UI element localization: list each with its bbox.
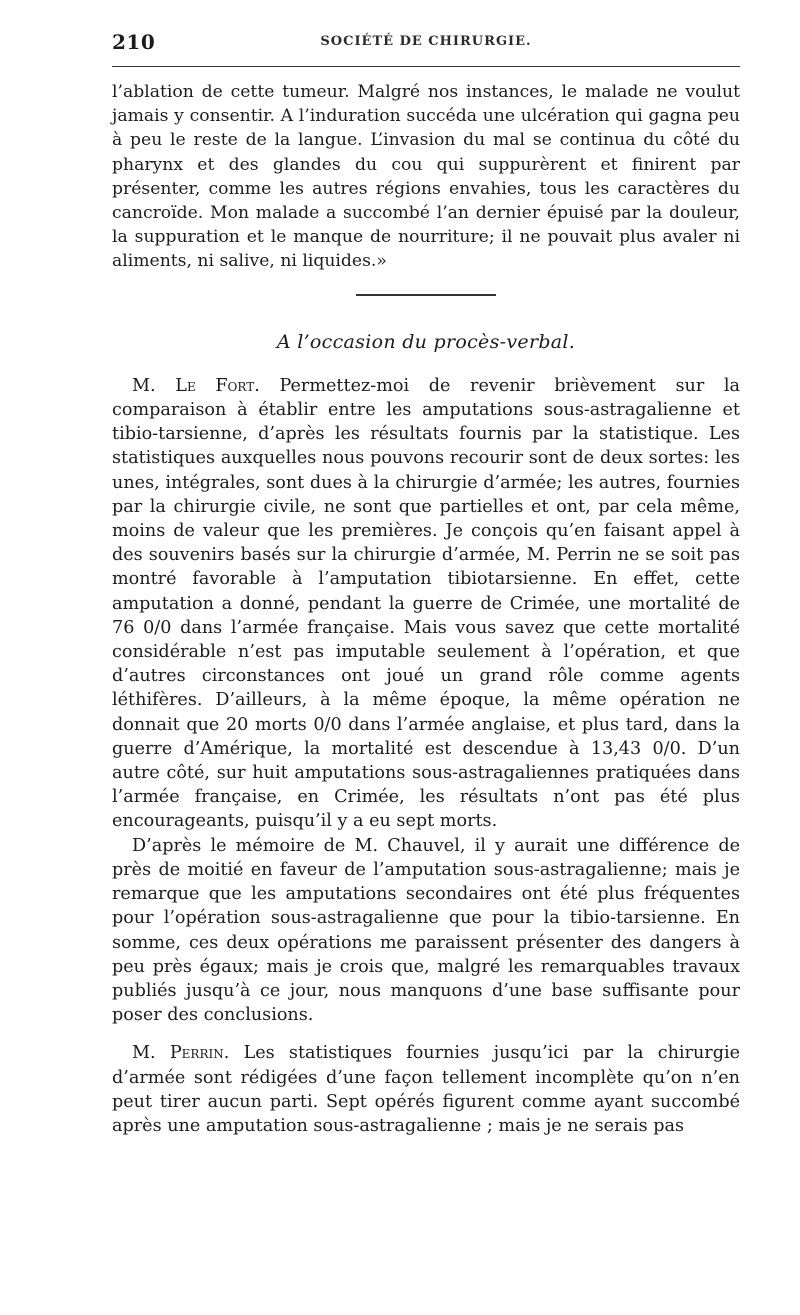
lefort-paragraph xyxy=(112,374,740,834)
perrin-paragraph xyxy=(112,1041,740,1138)
speaker-perrin: M. Perrin. xyxy=(132,1043,230,1064)
lefort-text: Permettez-moi de revenir brièvement sur la comparaison à établir entre les amputations sous-astragalienne et tibio-tarsienne, d’après les résultats fournis par la statistique. Les statistiques auxquelles nous pouvons recourir sont de deux sortes: les unes, intégrales, sont dues à la chirurgie d’armée; les autres, fournies par la chirurgie civile, ne sont que partielles et ont, par cela même, moins de valeur que les premières. Je conçois qu’en faisant appel à des souvenirs basés sur la chirurgie d’armée, M. Perrin ne se soit pas montré favorable à l’amputation tibiotarsienne. En effet, cette amputation a donné, pendant la guerre de Crimée, une mortalité de 76 0/0 dans l’armée française. Mais vous savez que cette mortalité considérable n’est pas imputable seulement à l’opération, et que d’autres circonstances ont joué un grand rôle comme agents léthifères. D’ailleurs, à la même époque, la même opération ne donnait que 20 morts 0/0 dans l’armée anglaise, et plus tard, dans la guerre d’Amérique, la mortalité est descendue à 13,43 0/0. D’un autre côté, sur huit amputations sous-astragaliennes pratiquées dans l’armée française, en Crimée, les résultats n’ont pas été plus encourageants, puisqu’il y a eu sept morts. xyxy=(112,375,740,832)
running-head: SOCIÉTÉ DE CHIRURGIE. xyxy=(320,34,532,49)
speaker-lefort: M. Le Fort. xyxy=(132,375,260,396)
chauvel-paragraph: D’après le mémoire de M. Chauvel, il y aurait une différence de près de moitié en faveur de l’amputation sous-astragalienne; mais je remarque que les amputations secondaires ont été plus fréquentes pour l’opération sous-astragalienne que pour la tibio-tarsienne. En somme, ces deux opérations me paraissent présenter des dangers à peu près égaux; mais je crois que, malgré les remarquables travaux publiés jusqu’à ce jour, nous manquons d’une base suffisante pour poser des conclusions. xyxy=(112,835,740,1026)
section-title: A l’occasion du procès-verbal. xyxy=(276,330,576,353)
intro-paragraph: l’ablation de cette tumeur. Malgré nos instances, le malade ne voulut jamais y consentir. A l’induration succéda une ulcération qui gagna peu à peu le reste de la langue. L’invasion du mal se continua du côté du pharynx et des glandes du cou qui suppurèrent et finirent par présenter, comme les autres régions envahies, tous les caractères du cancroïde. Mon malade a succombé l’an dernier épuisé par la douleur, la suppuration et le manque de nourriture; il ne pouvait plus avaler ni aliments, ni salive, ni liquides.» xyxy=(112,82,740,272)
page-body xyxy=(112,80,740,1138)
section-divider xyxy=(356,294,496,296)
perrin-text: Les statistiques fournies jusqu’ici par la chirurgie d’armée sont rédigées d’une façon tellement incomplète qu’on n’en peut tirer aucun parti. Sept opérés figurent comme ayant succombé après une amputation sous-astragalienne ; mais je ne serais pas xyxy=(112,1043,740,1136)
header-rule xyxy=(112,66,740,67)
page-header xyxy=(112,30,740,60)
page-number: 210 xyxy=(112,30,156,54)
